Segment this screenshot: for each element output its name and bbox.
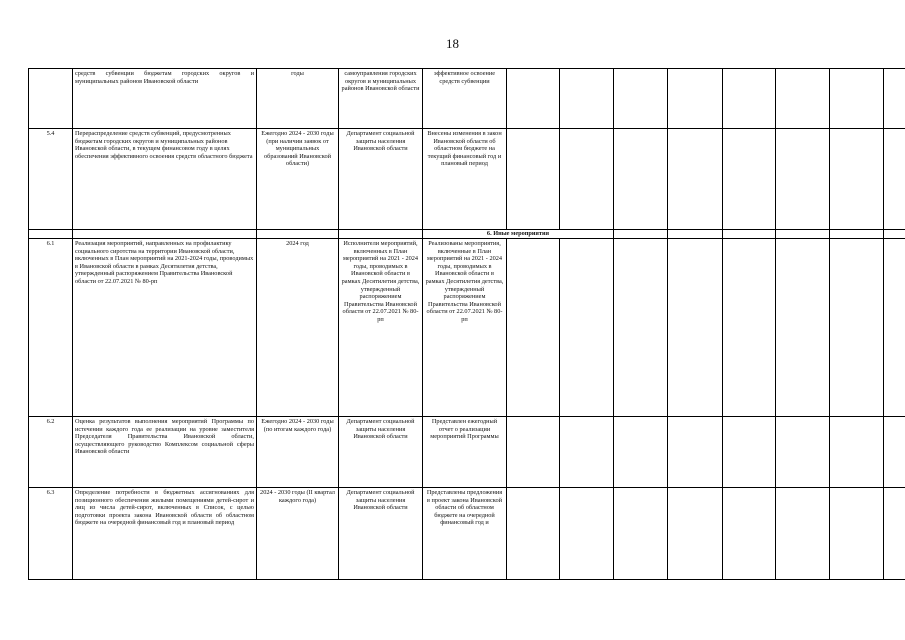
empty-cell xyxy=(507,417,560,488)
activity-executor: самоуправления городских округов и муниципальных районов Ивановской области xyxy=(339,69,423,129)
activity-term: Ежегодно 2024 - 2030 годы (по итогам каждого года) xyxy=(257,417,339,488)
empty-cell xyxy=(507,69,560,129)
row-number: 6.3 xyxy=(29,488,73,580)
section-row xyxy=(29,230,905,239)
section-title: 6. Иные мероприятия xyxy=(423,230,614,239)
empty-cell xyxy=(614,69,668,129)
activity-result: эффективное освоение средств субвенции xyxy=(423,69,507,129)
activity-description: средств субвенции бюджетам городских округов и муниципальных районов Ивановской области xyxy=(73,69,257,129)
empty-cell xyxy=(560,417,614,488)
empty-cell xyxy=(560,239,614,417)
empty-cell xyxy=(614,417,668,488)
empty-cell xyxy=(884,239,905,417)
activity-term: годы xyxy=(257,69,339,129)
activity-description: Оценка результатов выполнения мероприятий Программы по истечении каждого года ее реализации на уровне заместителя Председателя Правительства Ивановской области, осуществляющего руководство Комплексом социальной сферы Ивановской области xyxy=(73,417,257,488)
empty-cell xyxy=(723,69,776,129)
row-number: 6.1 xyxy=(29,239,73,417)
empty-cell xyxy=(668,417,723,488)
empty-cell xyxy=(507,488,560,580)
page-number: 18 xyxy=(446,36,459,51)
empty-cell xyxy=(339,230,423,239)
empty-cell xyxy=(776,230,830,239)
table-row xyxy=(29,69,905,129)
row-number: 5.4 xyxy=(29,129,73,230)
activities-table xyxy=(28,68,905,580)
activity-description: Перераспределение средств субвенций, предусмотренных бюджетам городских округов и муниципальных районов Ивановской области, в текущем финансовом году в целях обеспечения эффективного освоения средств областного бюджета xyxy=(73,129,257,230)
empty-cell xyxy=(614,230,668,239)
empty-cell xyxy=(614,239,668,417)
empty-cell xyxy=(830,488,884,580)
activity-result: Представлен ежегодный отчет о реализации мероприятий Программы xyxy=(423,417,507,488)
empty-cell xyxy=(723,417,776,488)
empty-cell xyxy=(668,69,723,129)
empty-cell xyxy=(723,230,776,239)
empty-cell xyxy=(830,129,884,230)
empty-cell xyxy=(614,129,668,230)
empty-cell xyxy=(614,488,668,580)
empty-cell xyxy=(723,488,776,580)
activity-description: Определение потребности в бюджетных ассигнованиях для позиционного обеспечения жилыми помещениями детей-сирот и лиц из числа детей-сирот, включенных в Список, с целью подготовки проекта закона Ивановской области об областном бюджете на очередной финансовый год и плановый период xyxy=(73,488,257,580)
table-row xyxy=(29,417,905,488)
empty-cell xyxy=(776,69,830,129)
activity-executor: Департамент социальной защиты населения Ивановской области xyxy=(339,488,423,580)
activity-term: Ежегодно 2024 - 2030 годы (при наличии заявок от муниципальных образований Ивановской области) xyxy=(257,129,339,230)
row-number xyxy=(29,69,73,129)
empty-cell xyxy=(507,129,560,230)
empty-cell xyxy=(29,230,73,239)
empty-cell xyxy=(776,417,830,488)
empty-cell xyxy=(507,239,560,417)
empty-cell xyxy=(73,230,257,239)
table-row xyxy=(29,488,905,580)
empty-cell xyxy=(668,129,723,230)
empty-cell xyxy=(830,230,884,239)
empty-cell xyxy=(884,69,905,129)
empty-cell xyxy=(884,488,905,580)
empty-cell xyxy=(776,239,830,417)
empty-cell xyxy=(776,129,830,230)
empty-cell xyxy=(776,488,830,580)
empty-cell xyxy=(560,129,614,230)
empty-cell xyxy=(668,230,723,239)
activity-result: Внесены изменения в закон Ивановской области об областном бюджете на текущий финансовый год и плановый период xyxy=(423,129,507,230)
activity-executor: Исполнители мероприятий, включенных в План мероприятий на 2021 - 2024 годы, проводимых в Ивановской области в рамках Десятилетия детства, утвержденный распоряжением Правительства Ивановской области от 22.07.2021 № 80-рп xyxy=(339,239,423,417)
row-number: 6.2 xyxy=(29,417,73,488)
empty-cell xyxy=(723,129,776,230)
empty-cell xyxy=(560,488,614,580)
table-row xyxy=(29,129,905,230)
empty-cell xyxy=(830,417,884,488)
activity-executor: Департамент социальной защиты населения Ивановской области xyxy=(339,417,423,488)
empty-cell xyxy=(830,69,884,129)
empty-cell xyxy=(884,417,905,488)
empty-cell xyxy=(723,239,776,417)
activity-result: Представлены предложения в проект закона Ивановской области об областном бюджете на очередной финансовый год и xyxy=(423,488,507,580)
empty-cell xyxy=(830,239,884,417)
empty-cell xyxy=(884,129,905,230)
activity-description: Реализация мероприятий, направленных на профилактику социального сиротства на территории Ивановской области, включенных в План мероприятий на 2021-2024 годы, проводимых в Ивановской области в рамках Десятилетия детства, утвержденный распоряжением Правительства Ивановской области от 22.07.2021 № 80-рп xyxy=(73,239,257,417)
activity-executor: Департамент социальной защиты населения Ивановской области xyxy=(339,129,423,230)
empty-cell xyxy=(257,230,339,239)
activity-result: Реализованы мероприятия, включенные в План мероприятий на 2021 - 2024 годы, проводимых в Ивановской области в рамках Десятилетия детства, утвержденный распоряжением Правительства Ивановской области от 22.07.2021 № 80-рп xyxy=(423,239,507,417)
empty-cell xyxy=(560,69,614,129)
activity-term: 2024 год xyxy=(257,239,339,417)
table-row xyxy=(29,239,905,417)
empty-cell xyxy=(884,230,905,239)
empty-cell xyxy=(668,488,723,580)
empty-cell xyxy=(668,239,723,417)
activity-term: 2024 - 2030 годы (II квартал каждого года) xyxy=(257,488,339,580)
